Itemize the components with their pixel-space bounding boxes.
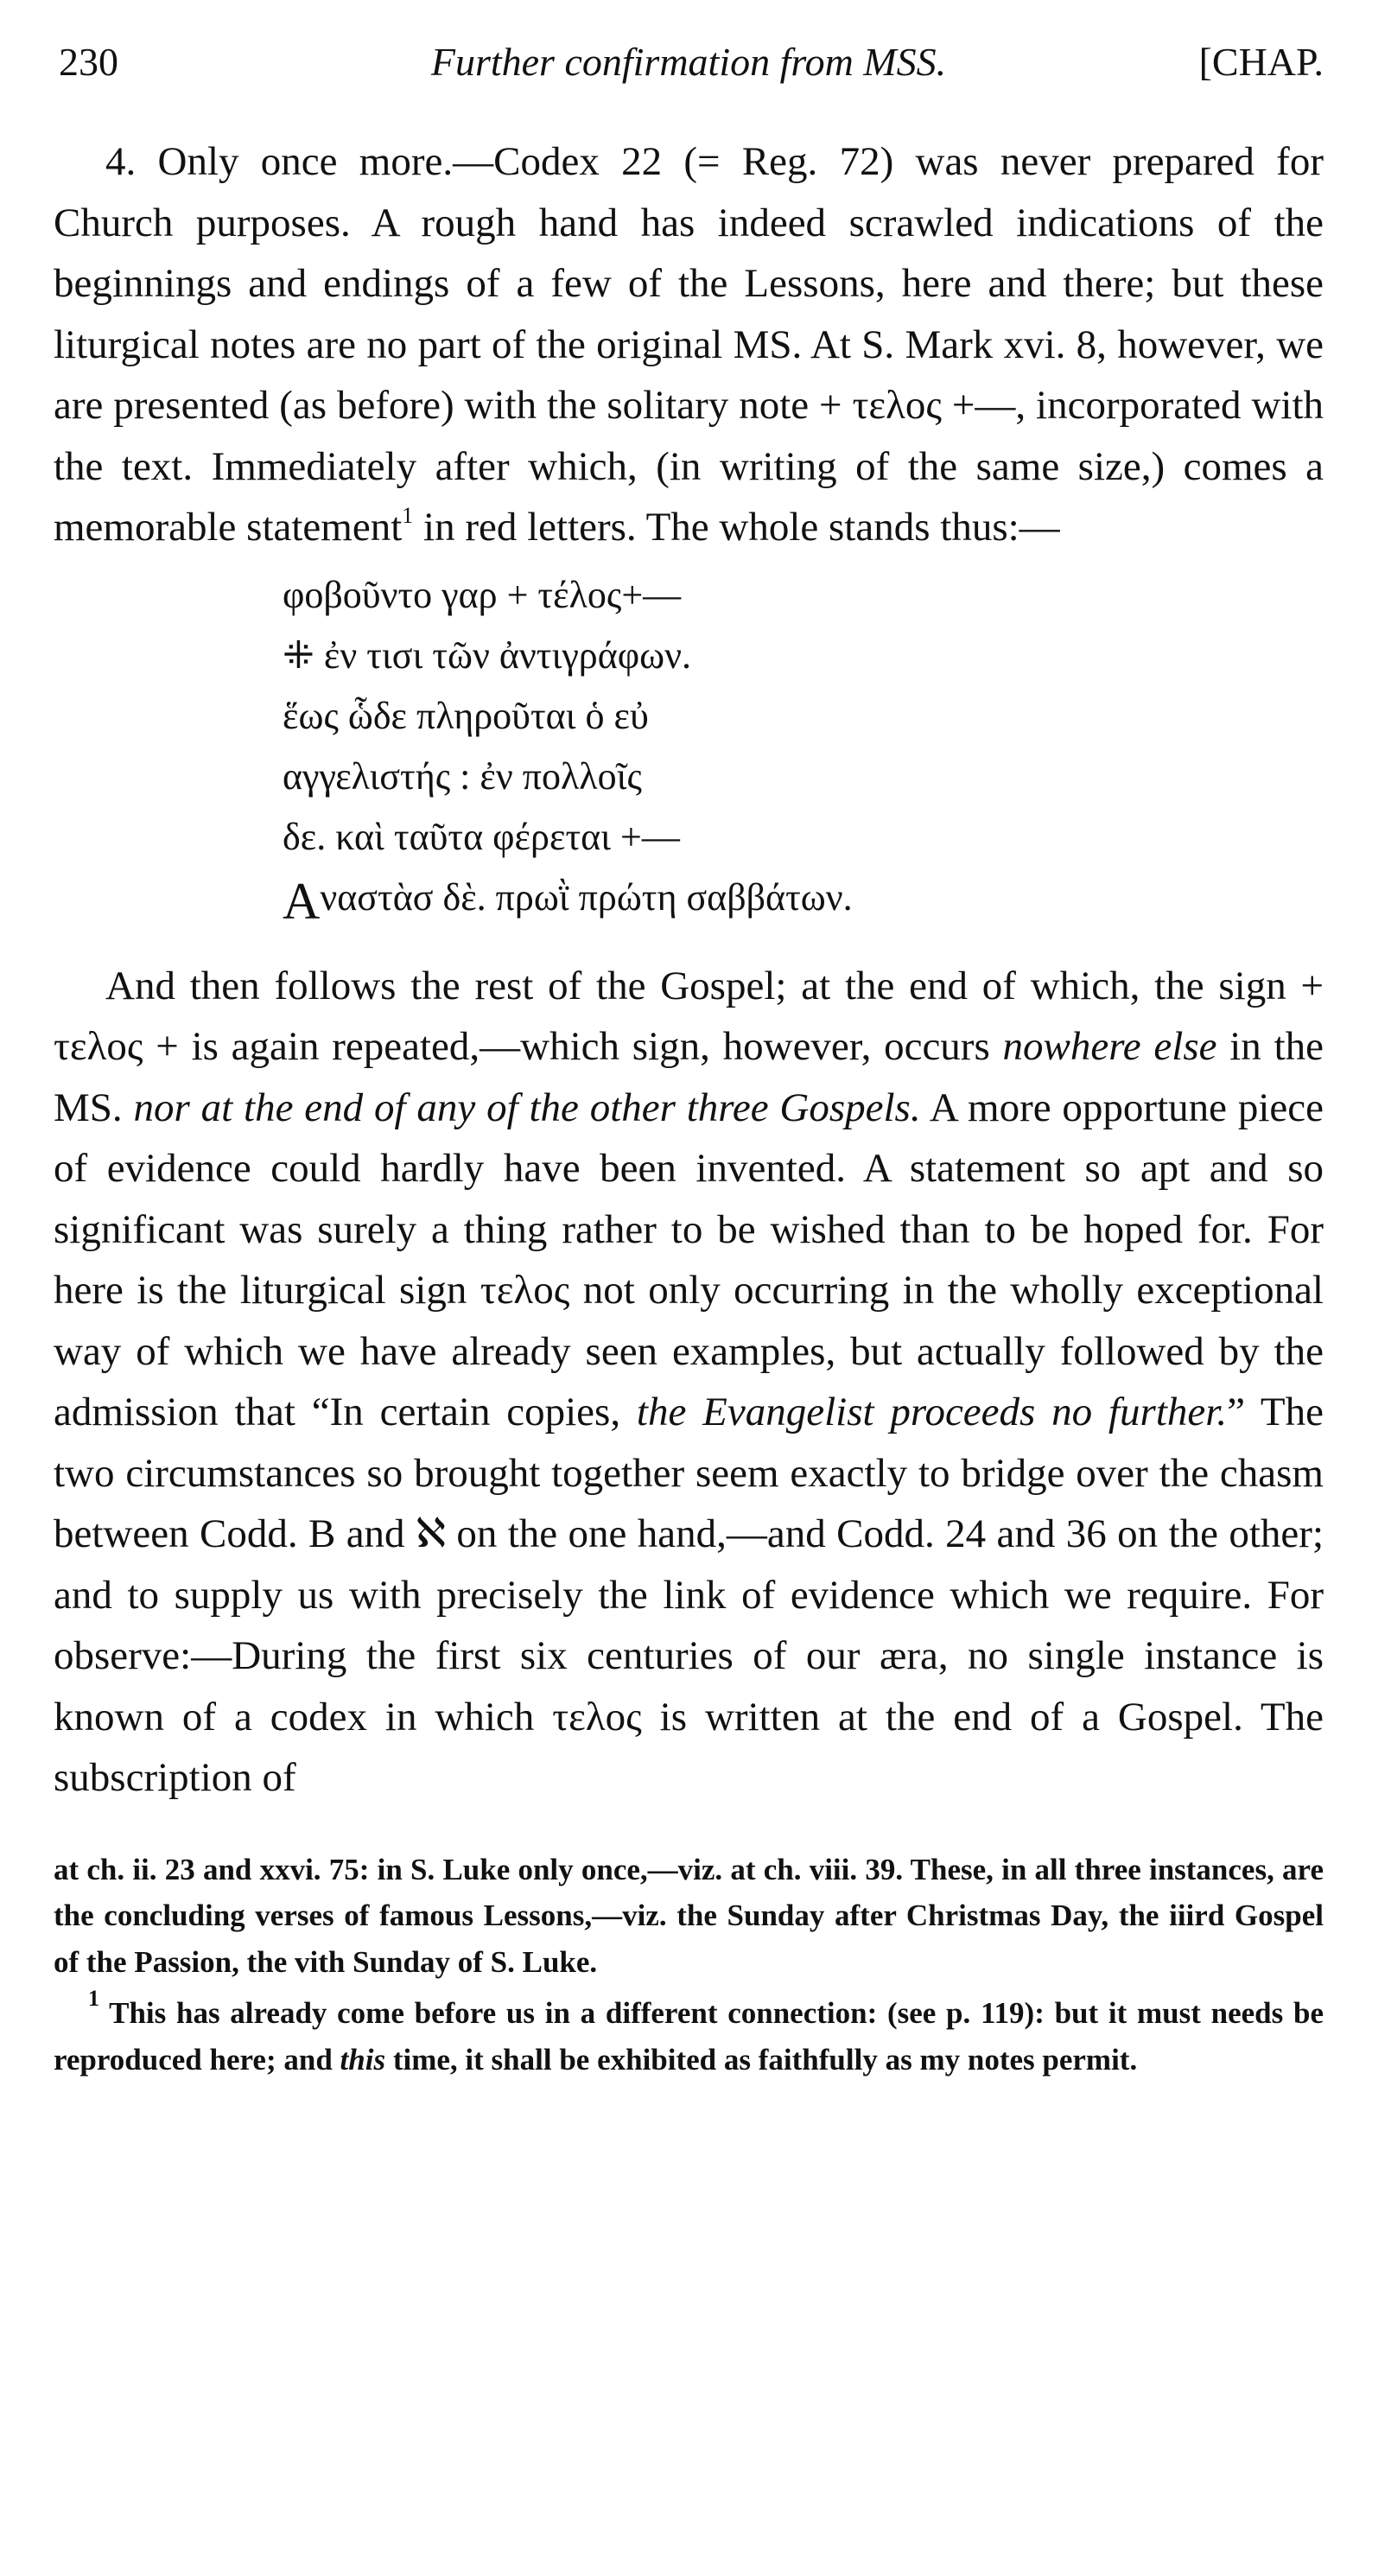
footnotes (54, 1847, 1324, 2083)
footnote-continuation: at ch. ii. 23 and xxvi. 75: in S. Luke only once,—viz. at ch. viii. 39. These, in all three instances, are the concluding verses of famous Lessons,—viz. the Sunday after Christmas Day, the iiird Gospel of the Passion, the vith Sunday of S. Luke. (54, 1852, 1324, 1979)
page-number: 230 (59, 40, 118, 84)
running-header (54, 35, 1324, 90)
paragraph-text-continued: in red letters. The whole stands thus:— (413, 505, 1060, 550)
italic-phrase: the Evangelist proceeds no further. (636, 1390, 1228, 1434)
chapter-marker: [CHAP. (1198, 40, 1324, 84)
greek-line: ἕως ὧδε πληροῦται ὁ εὐ (283, 694, 649, 737)
main-text (54, 131, 1324, 1809)
paragraph-text: 4. Only once more.—Codex 22 (= Reg. 72) was never prepared for Church purposes. A rough hand has indeed scrawled indications of the beginnings and endings of a few of the Lessons, here and there; but these liturgical notes are no part of the original MS. At S. Mark xvi. 8, however, we are presented (as before) with the solitary note + τελος +—, incorporated with the text. Immediately after which, (in writing of the same size,) comes a memorable statement (54, 139, 1324, 550)
greek-line-last (283, 868, 1324, 932)
footnote-1 (54, 1986, 1324, 2083)
paragraph-text: ” The two circumstances so brought together seem exactly to bridge over the chasm between Codd. B and ℵ on the one hand,—and Codd. 24 and 36 on the other; and to supply us with precisely the link of evidence which we require. For observe:—During the first six centuries of our æra, no single instance is known of a codex in which τελος is written at the end of a Gospel. The subscription of (54, 1390, 1324, 1800)
italic-phrase: nor at the end of any of the other three Gospels. (133, 1084, 921, 1130)
italic-word: this (340, 2042, 386, 2077)
paragraph-codex-22 (54, 131, 1324, 558)
paragraph-text: A more opportune piece of evidence could hardly have been invented. A statement so apt and so significant was surely a thing rather to be wished than to be hoped for. For here is the liturgical sign τελος not only occurring in the wholly exceptional way of which we have already seen examples, but actually followed by the admission that “In certain copies, (54, 1084, 1324, 1434)
paragraph-then-follows (54, 956, 1324, 1809)
greek-line: φοβοῦντο γαρ + τέλος+— (283, 573, 682, 616)
greek-line: ⁜ ἐν τισι τῶν ἀντιγράφων. (283, 633, 692, 677)
italic-phrase: nowhere else (1002, 1024, 1217, 1069)
footnote-marker: 1 (88, 1986, 99, 2011)
paragraph-text: And then follows the rest of the Gospel; at the end of which, the sign + τελος + is again repeated,—which sign, however, occurs (54, 963, 1324, 1069)
greek-line: αγγελιστής : ἐν πολλοῖς (283, 754, 642, 798)
footnote-text: time, it shall be exhibited as faithfully as my notes permit. (385, 2042, 1138, 2077)
footnote-marker: 1 (402, 503, 414, 528)
greek-initial: Α (283, 872, 321, 930)
footnote-text: This has already come before us in a different connection: (see p. 119): but it must needs be reproduced here; and (54, 1996, 1324, 2077)
paragraph-text: in the MS. (54, 1024, 1324, 1130)
running-title: Further confirmation from MSS. (430, 40, 947, 84)
greek-line: δε. καὶ ταῦτα φέρεται +— (283, 815, 680, 858)
book-page (54, 35, 1324, 2083)
greek-quotation (283, 565, 1324, 932)
greek-line-rest: ναστὰσ δὲ. πρωῒ πρώτη σαββάτων. (320, 875, 853, 919)
